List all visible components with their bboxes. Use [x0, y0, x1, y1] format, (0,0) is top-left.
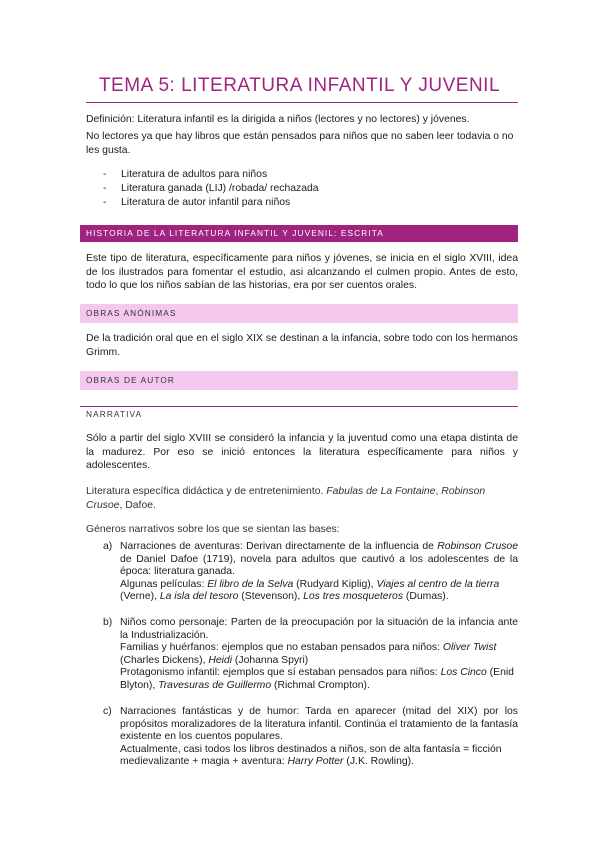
definition-text: Definición: Literatura infantil es la dirigida a niños (lectores y no lectores) y jóvenes. [86, 114, 470, 125]
list-item: - Literatura ganada (LIJ) /robada/ rechazada [103, 182, 319, 196]
subsection-divider [80, 406, 518, 407]
list-item-b: b) Niños como personaje: Parten de la preocupación por la situación de la infancia ante la Industrialización. Familias y huérfanos: ejemplos que no estaban pensados para niños: Oliver Twist (Charles Dickens), Heidi (Johanna Spyri) Protagonismo infantil: ejemplos que sí estaban pensados para niños: Los Cinco (Enid Blyton), Travesuras de Guillermo (Richmal Crompton). [103, 617, 518, 691]
section-heading-history: HISTORIA DE LA LITERATURA INFANTIL Y JUVENIL: ESCRITA [80, 225, 518, 242]
title-underline [86, 102, 518, 103]
list-item: - Literatura de autor infantil para niños [103, 196, 319, 210]
narrativa-text: Sólo a partir del siglo XVIII se consideró la infancia y la juventud como una etapa distinta de la madurez. Por eso se inició entonces la literatura específicamente para niños y adolescentes. [86, 433, 518, 471]
generos-intro: Géneros narrativos sobre los que se sientan las bases: [86, 524, 340, 535]
list-marker: c) [103, 706, 112, 717]
list-item: - Literatura de adultos para niños [103, 168, 319, 182]
literature-types-list [103, 168, 319, 210]
list-marker: a) [103, 541, 113, 552]
list-item-a: a) Narraciones de aventuras: Derivan directamente de la influencia de Robinson Crusoe de Daniel Dafoe (1719), novela para adultos que cautivó a los adolescentes de la época: literatura ganada. Algunas películas: El libro de la Selva (Rudyard Kiplig), Viajes al centro de la tierra (Verne), La isla del tesoro (Stevenson), Los tres mosqueteros (Dumas). [103, 541, 518, 602]
list-item-c: c) Narraciones fantásticas y de humor: Tarda en aparecer (mitad del XIX) por los propósitos moralizadores de la literatura infantil. Continúa el tratamiento de la fantasía existente en los cuentos populares. Actualmente, casi todos los libros destinados a niños, son de alta fantasía = ficción medievalizante + magia + aventura: Harry Potter (J.K. Rowling). [103, 706, 518, 767]
anonimas-text: De la tradición oral que en el siglo XIX se destinan a la infancia, sobre todo con los hermanos Grimm. [86, 333, 518, 358]
list-marker: b) [103, 617, 113, 628]
didactica-text: Literatura específica didáctica y de entretenimiento. Fabulas de La Fontaine, Robinson Crusoe, Dafoe. [86, 486, 486, 511]
page-title: TEMA 5: LITERATURA INFANTIL Y JUVENIL [98, 75, 501, 96]
subsection-heading-narrativa: NARRATIVA [86, 409, 143, 419]
history-text: Este tipo de literatura, específicamente para niños y jóvenes, se inicia en el siglo XVIII, idea de los ilustrados para fomentar el estudio, asi alcanzando el culmen propio. Antes de esto, todo lo que los niños sabían de las historias, era por ser cuentos orales. [86, 253, 518, 291]
section-heading-autor: OBRAS DE AUTOR [80, 371, 518, 390]
section-heading-anonimas: OBRAS ANÓNIMAS [80, 304, 518, 323]
no-lectores-text: No lectores ya que hay libros que están pensados para niños que no saben leer todavia o no les gusta. [86, 131, 514, 156]
